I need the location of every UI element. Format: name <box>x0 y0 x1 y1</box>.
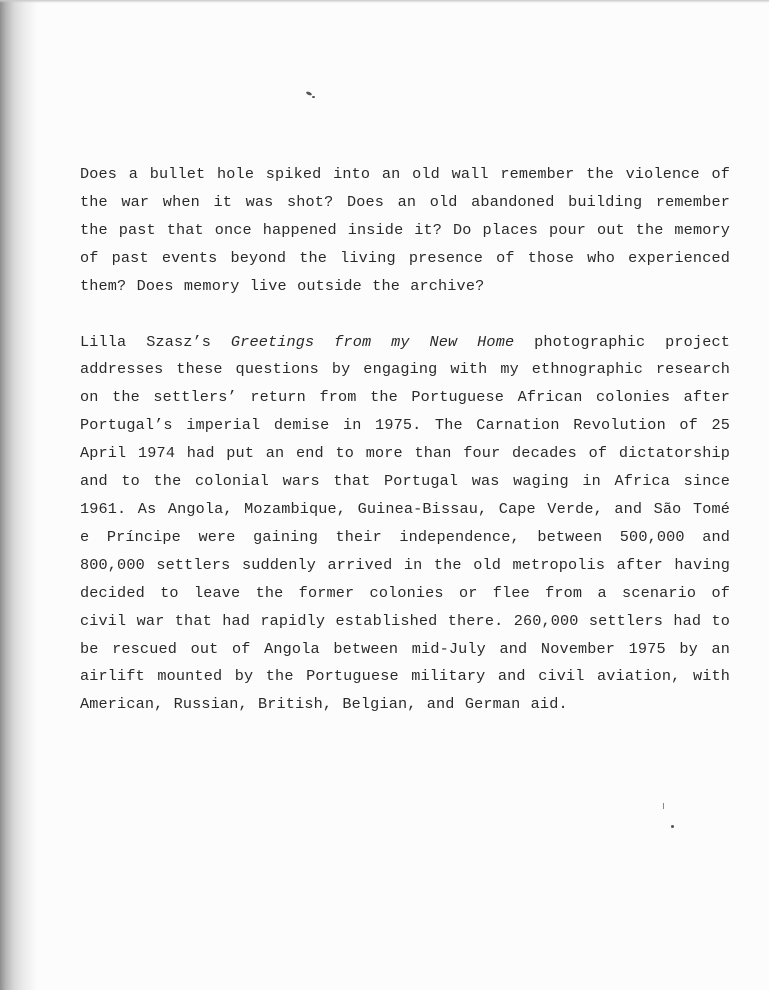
text-run: photographic project addresses these questions by engaging with my ethnographic research on the settlers’ return from the Portuguese African colonies after Portugal’s imperial demise in 1975. The Carnation Revolution of 25 April 1974 had put an end to more than four decades of dictatorship and to the colonial wars that Portugal was waging in Africa since 1961. As Angola, Mozambique, Guinea-Bissau, Cape Verde, and São Tomé e Príncipe were gaining their independence, between 500,000 and 800,000 settlers suddenly arrived in the old metropolis after having decided to leave the former colonies or flee from a scenario of civil war that had rapidly established there. 260,000 settlers had to be rescued out of Angola between mid-July and November 1975 by an airlift mounted by the Portuguese military and civil aviation, with American, Russian, British, Belgian, and German aid. <box>80 332 730 714</box>
ink-speck <box>663 803 664 809</box>
page-top-edge <box>0 0 769 3</box>
paragraph-intro: Does a bullet hole spiked into an old wall remember the violence of the war when it was shot? Does an old abandoned building remember the past that once happened inside it? Do places pour out the memory of past events beyond the living presence of those who experienced them? Does memory live outside the archive? <box>80 165 730 295</box>
project-title: Greetings from my New Home <box>230 332 515 351</box>
ink-speck <box>312 96 315 98</box>
text-run: Lilla Szasz’s <box>80 332 231 351</box>
ink-speck <box>306 91 313 96</box>
body-text <box>80 161 730 719</box>
ink-speck <box>671 825 674 828</box>
page-gutter-shadow <box>0 0 38 990</box>
paragraph-project <box>80 329 730 720</box>
